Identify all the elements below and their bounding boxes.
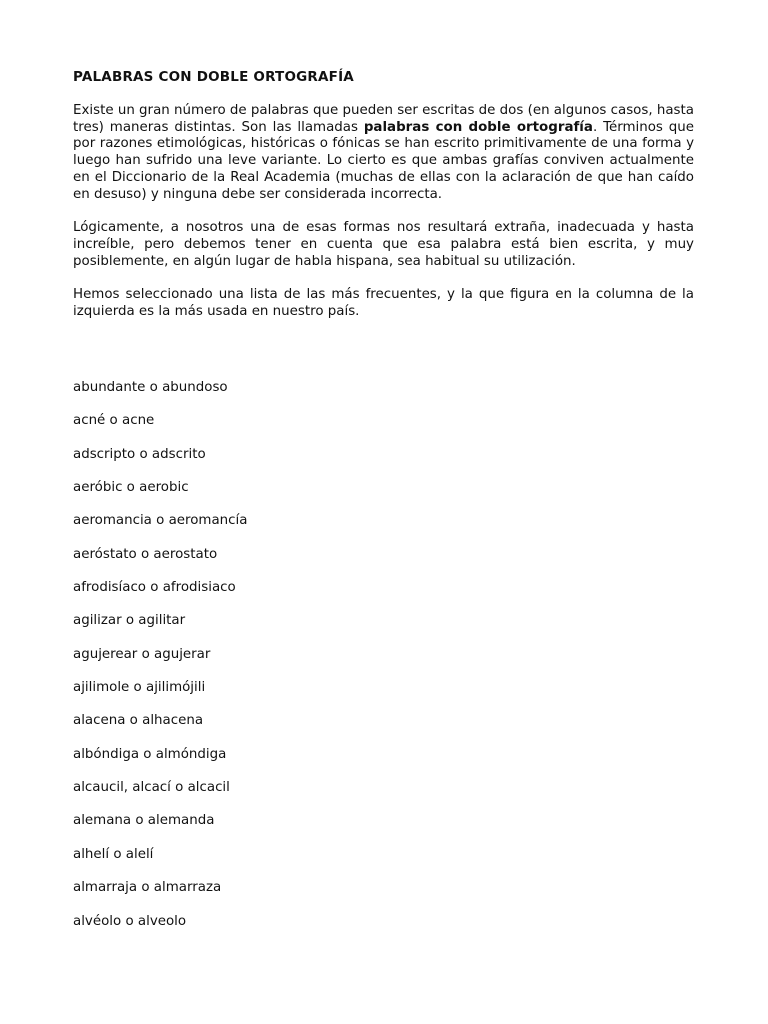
list-item: albóndiga o almóndiga bbox=[73, 746, 227, 762]
intro-paragraph bbox=[73, 103, 694, 203]
intro-paragraph-text-end: . Términos que por razones etimológicas, históricas o fónicas se han escrito primitivamente de una forma y luego han sufrido una leve variante. Lo cierto es que ambas grafías conviven actualmente en el Diccionario de la Real Academia (muchas de ellas con la aclaración de que han caído en desuso) y ninguna debe ser considerada incorrecta. bbox=[73, 119, 695, 202]
list-item: ajilimole o ajilimójili bbox=[73, 680, 206, 696]
list-item: adscripto o adscrito bbox=[73, 446, 206, 462]
third-paragraph: Hemos seleccionado una lista de las más frecuentes, y la que figura en la columna de la izquierda es la más usada en nuestro país. bbox=[73, 287, 694, 320]
list-item: afrodisíaco o afrodisiaco bbox=[73, 580, 236, 596]
list-item: alvéolo o alveolo bbox=[73, 913, 187, 929]
list-item: agilizar o agilitar bbox=[73, 613, 186, 629]
list-item: abundante o abundoso bbox=[73, 380, 228, 395]
intro-paragraph-bold-term: palabras con doble ortografía bbox=[363, 119, 593, 135]
list-item: alacena o alhacena bbox=[73, 713, 204, 729]
list-item: alhelí o alelí bbox=[73, 846, 154, 862]
second-paragraph: Lógicamente, a nosotros una de esas formas nos resultará extraña, inadecuada y hasta increíble, pero debemos tener en cuenta que esa palabra está bien escrita, y muy posiblemente, en algún lugar de habla hispana, sea habitual su utilización. bbox=[73, 220, 694, 269]
document-page bbox=[73, 68, 695, 929]
intro-paragraph-text-start: Existe un gran número de palabras que pueden ser escritas de dos (en algunos casos, hasta tres) maneras distintas. Son las llamadas bbox=[73, 103, 694, 135]
list-item: agujerear o agujerar bbox=[73, 646, 211, 662]
list-item: almarraja o almarraza bbox=[73, 880, 222, 896]
word-list bbox=[73, 379, 247, 946]
document-title: PALABRAS CON DOBLE ORTOGRAFÍA bbox=[73, 69, 354, 85]
list-item: aeromancia o aeromancía bbox=[73, 513, 248, 529]
list-item: alcaucil, alcací o alcacil bbox=[73, 780, 230, 796]
list-item: acné o acne bbox=[73, 413, 155, 429]
list-item: alemana o alemanda bbox=[73, 813, 215, 829]
list-item: aeróstato o aerostato bbox=[73, 546, 218, 562]
list-item: aeróbic o aerobic bbox=[73, 480, 189, 496]
